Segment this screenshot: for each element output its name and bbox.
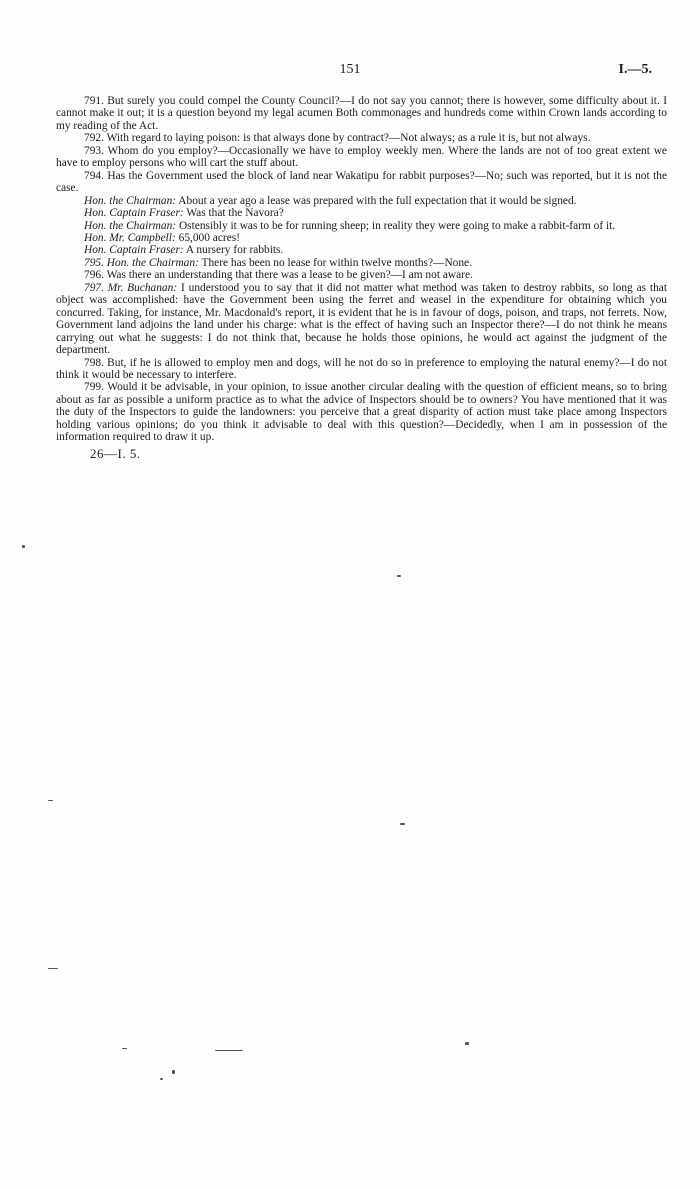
scan-speck	[122, 1048, 127, 1049]
paragraph-795: 795. Hon. the Chairman: There has been no lease for within twelve months?—None.	[84, 256, 472, 269]
paragraph-791: 791. But surely you could compel the County Council?—I do not say you cannot; there is however, some difficulty about it. I cannot make it out; it is a question beyond my legal acumen Both commonages and hundreds come within Crown lands according to my reading of the Act.	[56, 95, 667, 132]
chairman-statement: Hon. the Chairman: About a year ago a lease was prepared with the full expectation that it would be signed.	[84, 194, 577, 207]
document-body	[56, 95, 667, 460]
paragraph-798: 798. But, if he is allowed to employ men and dogs, will he not do so in preference to employing the natural enemy?—I do not think it would be necessary to interfere.	[56, 356, 667, 381]
scan-speck	[48, 968, 58, 969]
scan-speck	[400, 823, 405, 825]
paragraph-793: 793. Whom do you employ?—Occasionally we have to employ weekly men. Where the lands are not of too great extent we have to employ persons who will cart the stuff about.	[56, 144, 667, 170]
paragraph-797: 797. Mr. Buchanan: I understood you to say that it did not matter what method was taken to destroy rabbits, so long as that object was accomplished: have the Government been using the ferret and weasel in the expenditure for obtaining which you concurred. Taking, for instance, Mr. Macdonald's report, it is evident that he is in favour of dogs, poison, and traps, not ferrets. Now, Government land adjoins the land under his charge: what is the effect of having such an Inspector there?—I do not think he means carrying out what he suggests: I do not think that, because he holds those opinions, he would act against the judgment of the department.	[56, 281, 667, 357]
scan-speck	[48, 800, 53, 801]
sheet-reference: 26—I. 5.	[90, 445, 141, 461]
paragraph-792: 792. With regard to laying poison: is that always done by contract?—Not always; as a rule it is, but not always.	[84, 132, 591, 145]
paragraph-794: 794. Has the Government used the block of land near Wakatipu for rabbit purposes?—No; such was reported, but it is not the case.	[56, 169, 667, 195]
fraser-remark: Hon. Captain Fraser: A nursery for rabbits.	[84, 244, 284, 257]
scan-speck	[465, 1042, 469, 1045]
chairman-reply: Hon. the Chairman: Ostensibly it was to be for running sheep; in reality they were going to make a rabbit-farm of it.	[84, 219, 616, 232]
scan-speck	[397, 575, 401, 577]
document-reference: I.—5.	[618, 62, 652, 77]
page-number: 151	[339, 62, 361, 77]
paragraph-796: 796. Was there an understanding that there was a lease to be given?—I am not aware.	[84, 269, 473, 282]
scan-speck	[215, 1050, 243, 1051]
scan-speck	[160, 1078, 163, 1080]
paragraph-799: 799. Would it be advisable, in your opinion, to issue another circular dealing with the question of efficient means, so to bring about as far as possible a uniform practice as to what the advice of Inspectors should be to owners? You have mentioned that it was the duty of the Inspectors to guide the landowners: you perceive that a great disparity of action must take place among Inspectors holding various opinions; do you think it advisable to deal with this question?—Decidedly, when I am in possession of the information required to draw it up.	[56, 381, 667, 444]
scan-speck	[22, 545, 25, 548]
scan-speck	[172, 1070, 175, 1074]
fraser-question: Hon. Captain Fraser: Was that the Navora?	[84, 207, 284, 220]
campbell-remark: Hon. Mr. Campbell: 65,000 acres!	[84, 231, 240, 244]
